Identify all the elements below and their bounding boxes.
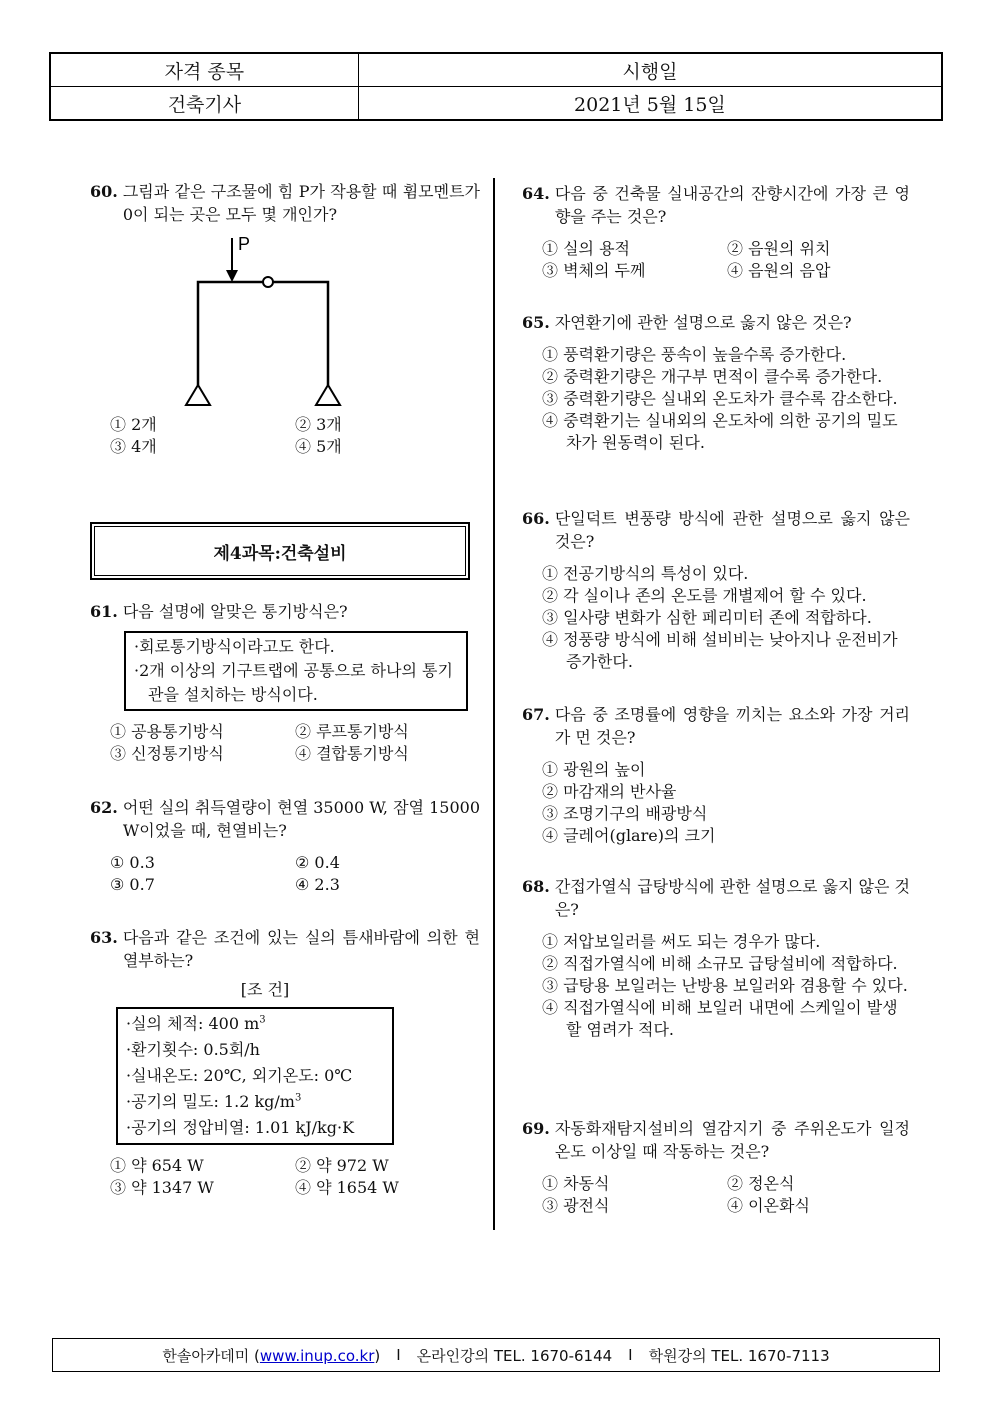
option: ② 루프통기방식 xyxy=(295,722,409,741)
options xyxy=(542,759,910,847)
subject-box xyxy=(90,522,470,580)
structure-figure xyxy=(180,230,380,410)
category-value: 건축기사 xyxy=(50,87,358,121)
option: ③ 약 1347 W xyxy=(110,1178,214,1197)
option: ③ 일사량 변화가 심한 페리미터 존에 적합하다. xyxy=(542,608,872,627)
question-60 xyxy=(90,180,480,458)
options xyxy=(542,238,910,282)
date-label: 시행일 xyxy=(358,53,942,87)
option: ② 중력환기량은 개구부 면적이 클수록 증가한다. xyxy=(542,367,883,386)
footer-offline-phone: 학원강의 TEL. 1670-7113 xyxy=(648,1346,830,1365)
hinge xyxy=(263,277,273,287)
question-text: 다음과 같은 조건에 있는 실의 틈새바람에 의한 현열부하는? xyxy=(122,928,480,970)
column-divider xyxy=(493,178,495,1230)
option: ② 직접가열식에 비해 소규모 급탕설비에 적합하다. xyxy=(542,954,898,973)
question-68 xyxy=(522,875,910,1041)
option: ③ 급탕용 보일러는 난방용 보일러와 겸용할 수 있다. xyxy=(542,976,908,995)
option: ③ 조명기구의 배광방식 xyxy=(542,804,708,823)
option: ① 차동식 xyxy=(542,1174,610,1193)
options xyxy=(110,414,480,458)
option: ③ 신정통기방식 xyxy=(110,744,224,763)
condition-line: ·공기의 정압비열: 1.01 kJ/kg·K xyxy=(126,1118,355,1137)
question-65 xyxy=(522,311,910,454)
options xyxy=(542,344,910,454)
option: ② 마감재의 반사율 xyxy=(542,782,677,801)
option: ④ 음원의 음압 xyxy=(727,261,831,280)
info-line: ·2개 이상의 기구트랩에 공통으로 하나의 통기관을 설치하는 방식이다. xyxy=(134,661,453,704)
question-number: 67. xyxy=(522,705,550,724)
options xyxy=(110,852,480,896)
footer-bar xyxy=(52,1338,940,1372)
condition-line: ·공기의 밀도: 1.2 $kg/m^3$ xyxy=(126,1092,302,1111)
option: ④ 약 1654 W xyxy=(295,1178,399,1197)
option: ② 약 972 W xyxy=(295,1156,389,1175)
option: ① 실의 용적 xyxy=(542,239,630,258)
question-text: 다음 중 조명률에 영향을 끼치는 요소와 가장 거리가 먼 것은? xyxy=(554,705,910,747)
question-text: 다음 중 건축물 실내공간의 잔향시간에 가장 큰 영향을 주는 것은? xyxy=(554,184,910,226)
question-number: 69. xyxy=(522,1119,550,1138)
question-number: 60. xyxy=(90,182,118,201)
force-label: P xyxy=(238,234,251,254)
option: ④ 이온화식 xyxy=(727,1196,810,1215)
question-number: 63. xyxy=(90,928,118,947)
option: ① 전공기방식의 특성이 있다. xyxy=(542,564,749,583)
option: ④ 글레어(glare)의 크기 xyxy=(542,826,716,845)
condition-box xyxy=(116,1007,394,1145)
condition-line: ·실의 체적: 400 $m^3$ xyxy=(126,1014,266,1033)
question-62 xyxy=(90,796,480,896)
option: ④ 중력환기는 실내외의 온도차에 의한 공기의 밀도차가 원동력이 된다. xyxy=(542,411,898,452)
option: ① 약 654 W xyxy=(110,1156,204,1175)
footer-separator: I xyxy=(628,1346,633,1364)
option: ④ 결합통기방식 xyxy=(295,744,409,763)
question-63 xyxy=(90,926,480,1199)
option: ① 광원의 높이 xyxy=(542,760,646,779)
options xyxy=(110,721,480,765)
option: ① 풍력환기량은 풍속이 높을수록 증가한다. xyxy=(542,345,847,364)
condition-line: ·실내온도: 20℃, 외기온도: 0℃ xyxy=(126,1066,353,1085)
option: ① 2개 xyxy=(110,415,157,434)
support-left xyxy=(186,385,210,405)
info-box xyxy=(124,631,468,711)
exam-header-table xyxy=(49,52,943,121)
category-label: 자격 종목 xyxy=(50,53,358,87)
question-number: 68. xyxy=(522,877,550,896)
subject-title: 제4과목:건축설비 xyxy=(213,543,347,564)
option: ① 0.3 xyxy=(110,853,155,872)
question-text: 간접가열식 급탕방식에 관한 설명으로 옳지 않은 것은? xyxy=(554,877,910,919)
question-text: 단일덕트 변풍량 방식에 관한 설명으로 옳지 않은 것은? xyxy=(554,509,910,551)
question-66 xyxy=(522,507,910,673)
question-text: 다음 설명에 알맞은 통기방식은? xyxy=(122,602,348,621)
frame-right xyxy=(272,282,328,385)
option: ① 공용통기방식 xyxy=(110,722,224,741)
option: ② 정온식 xyxy=(727,1174,795,1193)
option: ③ 광전식 xyxy=(542,1196,610,1215)
question-number: 61. xyxy=(90,602,118,621)
question-61 xyxy=(90,600,480,765)
option: ② 3개 xyxy=(295,415,342,434)
question-64 xyxy=(522,182,910,282)
option: ② 0.4 xyxy=(295,853,340,872)
question-67 xyxy=(522,703,910,847)
options xyxy=(110,1155,480,1199)
condition-line: ·환기횟수: 0.5회/h xyxy=(126,1040,260,1059)
option: ② 음원의 위치 xyxy=(727,239,831,258)
question-number: 62. xyxy=(90,798,118,817)
options xyxy=(542,563,910,673)
info-line: ·회로통기방식이라고도 한다. xyxy=(134,637,335,656)
option: ③ 벽체의 두께 xyxy=(542,261,646,280)
support-right xyxy=(316,385,340,405)
option: ④ 정풍량 방식에 비해 설비비는 낮아지나 운전비가 증가한다. xyxy=(542,630,898,671)
option: ② 각 실이나 존의 온도를 개별제어 할 수 있다. xyxy=(542,586,867,605)
footer-academy: 한솔아카데미 (www.inup.co.kr) xyxy=(162,1346,381,1365)
question-number: 64. xyxy=(522,184,550,203)
option: ① 저압보일러를 써도 되는 경우가 많다. xyxy=(542,932,821,951)
option: ④ 5개 xyxy=(295,437,342,456)
options xyxy=(542,931,910,1041)
question-number: 65. xyxy=(522,313,550,332)
force-arrow-head xyxy=(226,270,238,282)
footer-online-phone: 온라인강의 TEL. 1670-6144 xyxy=(416,1346,613,1365)
question-text: 그림과 같은 구조물에 힘 P가 작용할 때 휨모멘트가 0이 되는 곳은 모두 몇 개인가? xyxy=(122,182,480,224)
option: ③ 4개 xyxy=(110,437,157,456)
academy-link[interactable]: www.inup.co.kr xyxy=(259,1346,375,1365)
condition-title: [조 건] xyxy=(240,980,290,999)
options xyxy=(542,1173,910,1217)
frame xyxy=(198,282,264,385)
option: ③ 중력환기량은 실내외 온도차가 클수록 감소한다. xyxy=(542,389,898,408)
question-number: 66. xyxy=(522,509,550,528)
option: ④ 2.3 xyxy=(295,875,340,894)
option: ④ 직접가열식에 비해 보일러 내면에 스케일이 발생할 염려가 적다. xyxy=(542,998,898,1039)
question-69 xyxy=(522,1117,910,1217)
question-text: 자동화재탐지설비의 열감지기 중 주위온도가 일정온도 이상일 때 작동하는 것은? xyxy=(554,1119,910,1161)
question-text: 어떤 실의 취득열량이 현열 35000 W, 잠열 15000 W이었을 때, 현열비는? xyxy=(122,798,480,840)
footer-separator: I xyxy=(396,1346,401,1364)
date-value: 2021년 5월 15일 xyxy=(358,87,942,121)
option: ③ 0.7 xyxy=(110,875,155,894)
question-text: 자연환기에 관한 설명으로 옳지 않은 것은? xyxy=(554,313,852,332)
